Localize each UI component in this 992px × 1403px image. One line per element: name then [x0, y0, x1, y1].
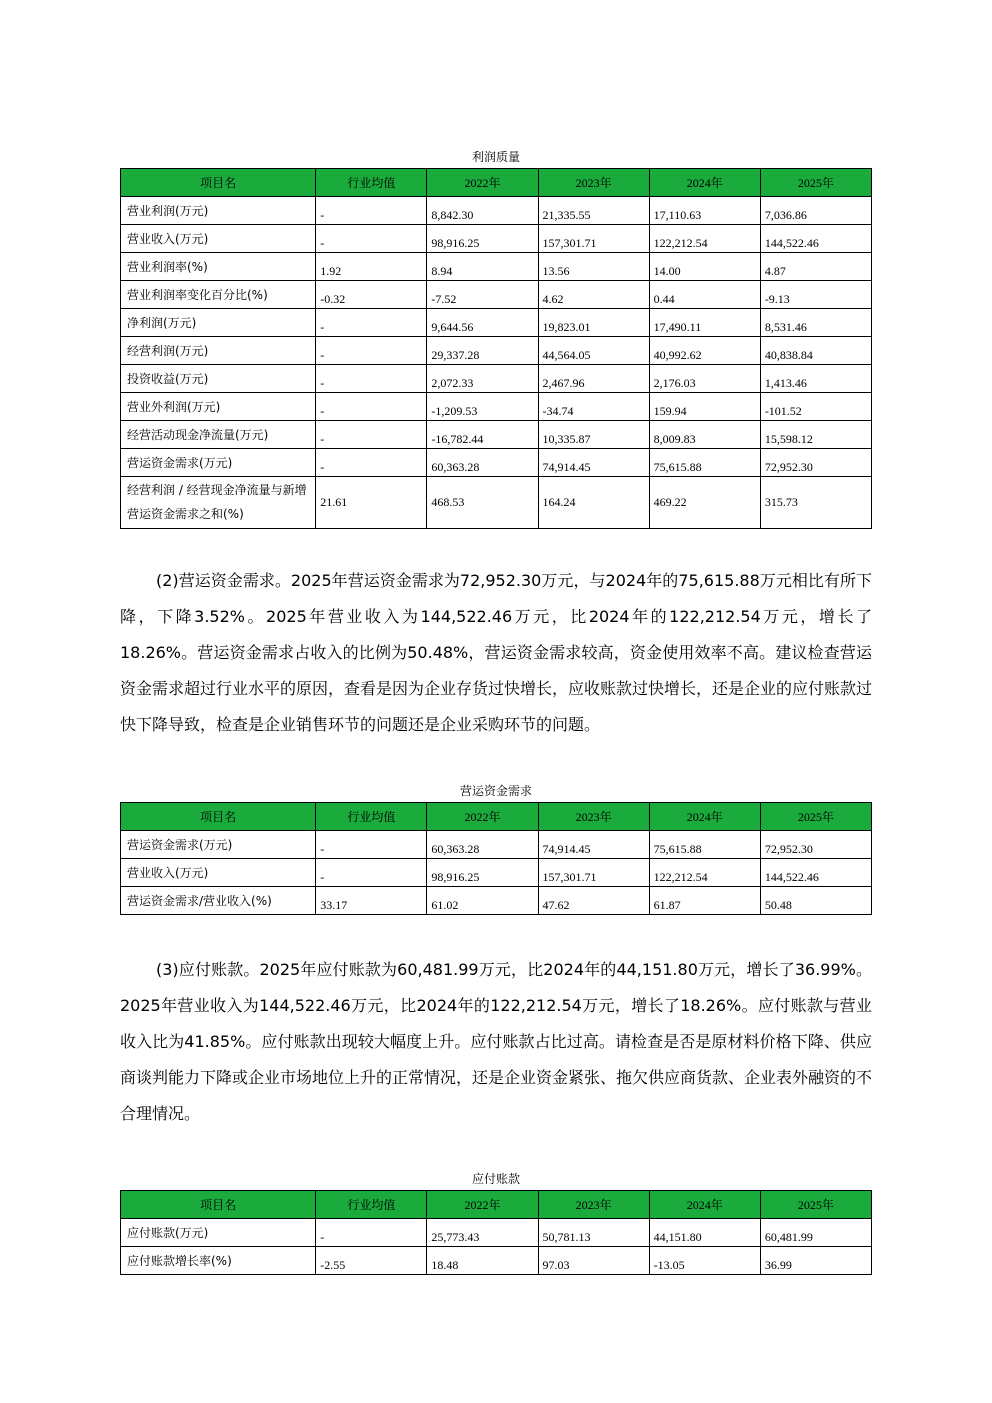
table-row [121, 1247, 872, 1275]
table-cell: 47.62 [538, 887, 649, 915]
table-cell: 44,564.05 [538, 337, 649, 365]
table-cell: 60,363.28 [427, 449, 538, 477]
table-row [121, 859, 872, 887]
table-cell: -101.52 [760, 393, 871, 421]
table-row [121, 253, 872, 281]
table-cell: -1,209.53 [427, 393, 538, 421]
row-label: 应付账款(万元) [121, 1219, 316, 1247]
table-row [121, 449, 872, 477]
table-cell: 8,842.30 [427, 197, 538, 225]
table-cell: 29,337.28 [427, 337, 538, 365]
column-header: 2023年 [538, 169, 649, 197]
row-label: 营业利润(万元) [121, 197, 316, 225]
row-label: 营业收入(万元) [121, 225, 316, 253]
table-cell: 40,838.84 [760, 337, 871, 365]
table-cell: 14.00 [649, 253, 760, 281]
table-cell: 8.94 [427, 253, 538, 281]
table-cell: 72,952.30 [760, 449, 871, 477]
table-cell: 157,301.71 [538, 225, 649, 253]
table-cell: 2,072.33 [427, 365, 538, 393]
table-cell: 15,598.12 [760, 421, 871, 449]
table-cell: - [316, 393, 427, 421]
row-label: 投资收益(万元) [121, 365, 316, 393]
table-cell: 75,615.88 [649, 449, 760, 477]
table-cell: 18.48 [427, 1247, 538, 1275]
table-cell: -13.05 [649, 1247, 760, 1275]
row-label: 营运资金需求(万元) [121, 449, 316, 477]
table-cell: 157,301.71 [538, 859, 649, 887]
table-cell: 159.94 [649, 393, 760, 421]
table-cell: - [316, 197, 427, 225]
column-header: 2024年 [649, 1191, 760, 1219]
table-cell: 468.53 [427, 477, 538, 529]
column-header: 2022年 [427, 803, 538, 831]
column-header: 项目名 [121, 169, 316, 197]
table-cell: -34.74 [538, 393, 649, 421]
row-label: 营业收入(万元) [121, 859, 316, 887]
table-cell: 8,009.83 [649, 421, 760, 449]
table-cell: - [316, 225, 427, 253]
table-cell: 144,522.46 [760, 225, 871, 253]
table-row [121, 197, 872, 225]
table-cell: 122,212.54 [649, 859, 760, 887]
table-row [121, 337, 872, 365]
table-cell: 60,363.28 [427, 831, 538, 859]
table-cell: 122,212.54 [649, 225, 760, 253]
row-label: 营业外利润(万元) [121, 393, 316, 421]
table-cell: - [316, 365, 427, 393]
table-cell: 17,490.11 [649, 309, 760, 337]
table-cell: 7,036.86 [760, 197, 871, 225]
table-cell: 2,467.96 [538, 365, 649, 393]
table-row [121, 393, 872, 421]
table-cell: -7.52 [427, 281, 538, 309]
table-cell: -0.32 [316, 281, 427, 309]
table-cell: 44,151.80 [649, 1219, 760, 1247]
table-cell: 60,481.99 [760, 1219, 871, 1247]
table-cell: - [316, 859, 427, 887]
table-cell: 98,916.25 [427, 859, 538, 887]
table-cell: 75,615.88 [649, 831, 760, 859]
table-cell: 61.87 [649, 887, 760, 915]
table-cell: 9,644.56 [427, 309, 538, 337]
column-header: 行业均值 [316, 803, 427, 831]
table-cell: - [316, 421, 427, 449]
table-row [121, 477, 872, 529]
table-cell: 4.62 [538, 281, 649, 309]
table-cell: -16,782.44 [427, 421, 538, 449]
row-label: 应付账款增长率(%) [121, 1247, 316, 1275]
table-cell: - [316, 337, 427, 365]
table-cell: 144,522.46 [760, 859, 871, 887]
table-row [121, 309, 872, 337]
table-cell: 164.24 [538, 477, 649, 529]
accounts-payable-table [120, 1190, 872, 1275]
table-row [121, 1219, 872, 1247]
row-label: 营运资金需求/营业收入(%) [121, 887, 316, 915]
table-cell: 50.48 [760, 887, 871, 915]
row-label: 净利润(万元) [121, 309, 316, 337]
paragraph-working-capital: (2)营运资金需求。2025年营运资金需求为72,952.30万元，与2024年的75,615.88万元相比有所下降，下降3.52%。2025年营业收入为144,522.46万元，比2024年的122,212.54万元，增长了18.26%。营运资金需求占收入的比例为50.48%，营运资金需求较高，资金使用效率不高。建议检查营运资金需求超过行业水平的原因，查看是因为企业存货过快增长，应收账款过快增长，还是企业的应付账款过快下降导致，检查是企业销售环节的问题还是企业采购环节的问题。 [120, 571, 873, 734]
table-cell: 17,110.63 [649, 197, 760, 225]
column-header: 2024年 [649, 169, 760, 197]
row-label: 经营活动现金净流量(万元) [121, 421, 316, 449]
row-label: 营业利润率变化百分比(%) [121, 281, 316, 309]
profit-quality-table [120, 168, 872, 529]
column-header: 行业均值 [316, 169, 427, 197]
table-cell: 469.22 [649, 477, 760, 529]
table-cell: 74,914.45 [538, 449, 649, 477]
column-header: 2022年 [427, 169, 538, 197]
table-cell: 25,773.43 [427, 1219, 538, 1247]
table-cell: -2.55 [316, 1247, 427, 1275]
table-cell: 33.17 [316, 887, 427, 915]
table-cell: 0.44 [649, 281, 760, 309]
table-cell: 50,781.13 [538, 1219, 649, 1247]
table-cell: 1,413.46 [760, 365, 871, 393]
table-row [121, 887, 872, 915]
table-cell: 8,531.46 [760, 309, 871, 337]
table-row [121, 421, 872, 449]
table-cell: 4.87 [760, 253, 871, 281]
column-header: 项目名 [121, 1191, 316, 1219]
column-header: 2025年 [760, 1191, 871, 1219]
table-cell: 1.92 [316, 253, 427, 281]
table-cell: 10,335.87 [538, 421, 649, 449]
table-cell: 97.03 [538, 1247, 649, 1275]
row-label: 营运资金需求(万元) [121, 831, 316, 859]
row-label: 经营利润(万元) [121, 337, 316, 365]
table-cell: - [316, 449, 427, 477]
table-cell: 19,823.01 [538, 309, 649, 337]
column-header: 项目名 [121, 803, 316, 831]
row-label: 经营利润 / 经营现金净流量与新增营运资金需求之和(%) [121, 477, 316, 529]
column-header: 2023年 [538, 1191, 649, 1219]
column-header: 2022年 [427, 1191, 538, 1219]
table-cell: 21,335.55 [538, 197, 649, 225]
table-cell: 21.61 [316, 477, 427, 529]
table-cell: 72,952.30 [760, 831, 871, 859]
table-cell: 13.56 [538, 253, 649, 281]
table2-caption: 营运资金需求 [459, 784, 532, 798]
column-header: 2024年 [649, 803, 760, 831]
table-cell: - [316, 1219, 427, 1247]
table-row [121, 225, 872, 253]
table-cell: 74,914.45 [538, 831, 649, 859]
column-header: 2025年 [760, 169, 871, 197]
paragraph-accounts-payable: (3)应付账款。2025年应付账款为60,481.99万元，比2024年的44,151.80万元，增长了36.99%。2025年营业收入为144,522.46万元，比2024年的122,212.54万元，增长了18.26%。应付账款与营业收入比为41.85%。应付账款出现较大幅度上升。应付账款占比过高。请检查是否是原材料价格下降、供应商谈判能力下降或企业市场地位上升的正常情况，还是企业资金紧张、拖欠供应商货款、企业表外融资的不合理情况。 [120, 960, 873, 1123]
table-cell: 40,992.62 [649, 337, 760, 365]
table-cell: 61.02 [427, 887, 538, 915]
table-cell: 98,916.25 [427, 225, 538, 253]
table1-caption: 利润质量 [471, 150, 520, 164]
table-cell: - [316, 831, 427, 859]
column-header: 行业均值 [316, 1191, 427, 1219]
table-row [121, 365, 872, 393]
row-label: 营业利润率(%) [121, 253, 316, 281]
table-cell: - [316, 309, 427, 337]
table-row [121, 831, 872, 859]
table-cell: 36.99 [760, 1247, 871, 1275]
table-row [121, 281, 872, 309]
table-cell: 2,176.03 [649, 365, 760, 393]
table-cell: -9.13 [760, 281, 871, 309]
table-cell: 315.73 [760, 477, 871, 529]
column-header: 2025年 [760, 803, 871, 831]
column-header: 2023年 [538, 803, 649, 831]
table3-caption: 应付账款 [471, 1172, 520, 1186]
working-capital-table [120, 802, 872, 915]
